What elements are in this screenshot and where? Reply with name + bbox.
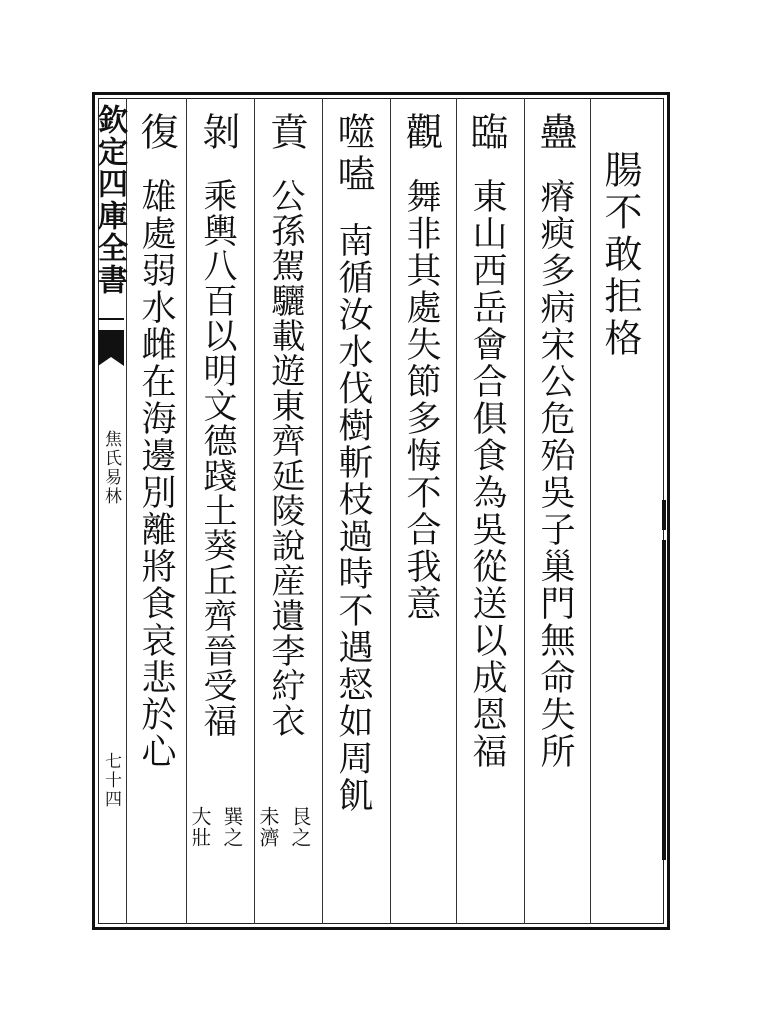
column-divider bbox=[186, 98, 187, 924]
column-divider bbox=[590, 98, 591, 924]
fold-line bbox=[98, 318, 124, 320]
hexagram-name: 賁 bbox=[264, 112, 308, 154]
column-divider bbox=[456, 98, 457, 924]
column-divider bbox=[524, 98, 525, 924]
verse-text: 乘輿八百以明文德踐土葵丘齊晉受福 bbox=[197, 178, 237, 738]
annotation-note: 艮之 bbox=[288, 806, 312, 848]
annotation-note: 大壯 bbox=[188, 806, 212, 848]
annotation-note: 未濟 bbox=[256, 806, 280, 848]
page-number: 七十四 bbox=[101, 752, 121, 809]
edge-tick bbox=[662, 500, 666, 530]
annotation-note: 巽之 bbox=[220, 806, 244, 848]
hexagram-name: 臨 bbox=[464, 112, 508, 154]
verse-text: 舞非其處失節多悔不合我意 bbox=[401, 178, 441, 622]
hexagram-name: 剝 bbox=[196, 112, 240, 154]
verse-text: 公孫駕驪載遊東齊延陵說産遺李紵衣 bbox=[265, 178, 305, 738]
hexagram-name: 觀 bbox=[399, 112, 443, 154]
work-title: 焦氏易林 bbox=[101, 430, 121, 506]
verse-text: 東山西岳會合俱食為吳從送以成恩福 bbox=[467, 178, 507, 770]
hexagram-name: 噬嗑 bbox=[331, 112, 375, 196]
column-divider bbox=[254, 98, 255, 924]
column-divider bbox=[322, 98, 323, 924]
continuation-line: 腸不敢拒格 bbox=[598, 150, 642, 360]
hexagram-name: 蠱 bbox=[533, 112, 577, 154]
verse-text: 雄處弱水雌在海邊別離將食哀悲於心 bbox=[136, 178, 176, 770]
inner-border bbox=[98, 98, 664, 924]
column-divider bbox=[390, 98, 391, 924]
verse-text: 瘠瘐多病宋公危殆吳子巢門無命失所 bbox=[535, 178, 575, 770]
verse-text: 南循汝水伐樹斬枝過時不遇惄如周飢 bbox=[333, 222, 373, 814]
edge-tick bbox=[662, 540, 666, 860]
book-title: 欽定四庫全書 bbox=[92, 104, 127, 296]
hexagram-name: 復 bbox=[134, 112, 178, 154]
